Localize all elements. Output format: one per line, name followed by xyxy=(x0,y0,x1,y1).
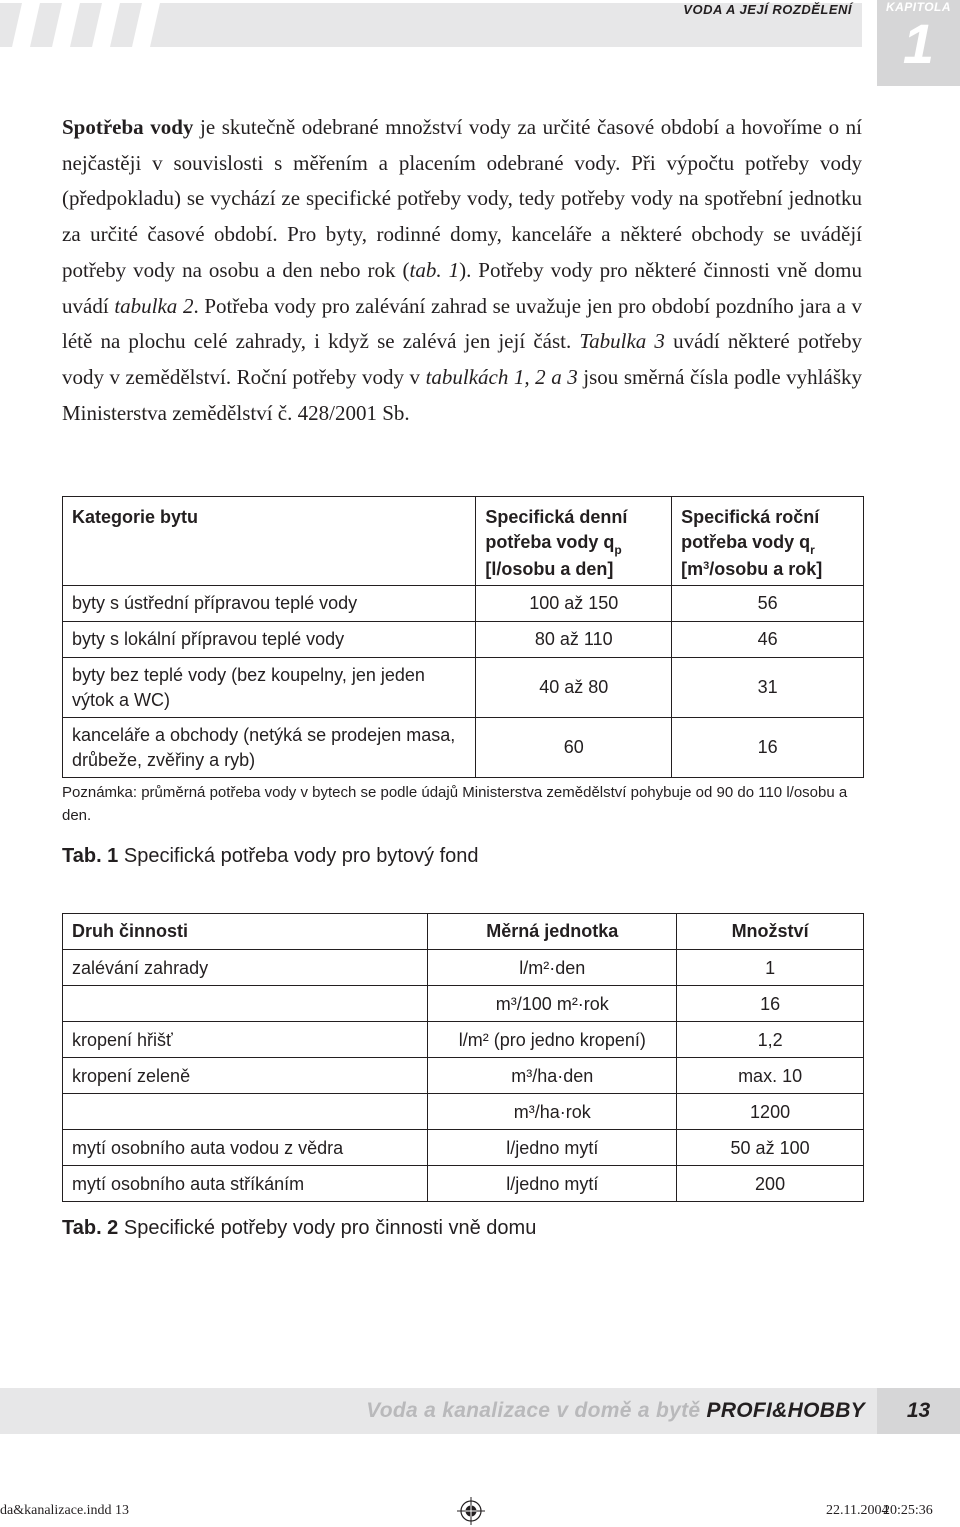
header-yearly-line1: Specifická roční xyxy=(681,507,820,527)
table-row xyxy=(63,986,864,1022)
cell-amount: max. 10 xyxy=(677,1058,864,1094)
header-daily-line1: Specifická denní xyxy=(485,507,628,527)
body-paragraph xyxy=(62,110,862,431)
header-unit: Měrná jednotka xyxy=(428,914,677,950)
header-stripes-decoration xyxy=(0,0,200,48)
header-daily-demand xyxy=(476,497,672,586)
header-yearly-demand xyxy=(672,497,864,586)
header-category xyxy=(63,497,476,586)
header-amount: Množství xyxy=(677,914,864,950)
header-yearly-line2: potřeba vody q xyxy=(681,532,811,552)
table2-caption xyxy=(62,1216,536,1240)
table-row xyxy=(63,1166,864,1202)
imprint-filename: da&kanalizace.indd 13 xyxy=(0,1503,130,1518)
table-row xyxy=(63,718,864,778)
cell-daily: 100 až 150 xyxy=(476,586,672,622)
cell-unit: l/jedno mytí xyxy=(428,1166,677,1202)
header-yearly-unit-a: [m xyxy=(681,559,704,579)
cell-category: byty bez teplé vody (bez koupelny, jen jeden výtok a WC) xyxy=(63,658,476,718)
chapter-label: KAPITOLA xyxy=(885,0,952,14)
caption-text: Specifické potřeby vody pro činnosti vně domu xyxy=(123,1217,537,1239)
header-yearly-unit-b: /osobu a rok] xyxy=(709,559,823,579)
chapter-number: 1 xyxy=(902,12,935,75)
brand-logo-text: PROFI&HOBBY xyxy=(706,1399,865,1422)
text-segment: je skutečně odebrané množství vody za určité časové období a hovoříme o ní nejčastěji v souvislosti s měřením a placením odebrané vody. Při výpočtu potřeby vody (předpokladu) se vychází ze specifické potřeby vody, tedy potřeby vody na spotřební jednotku za určité časové období. Pro byty, rodinné domy, kanceláře a některé obchody se uvádějí potřeby vody na osobu a den nebo rok ( xyxy=(62,115,862,282)
caption-label: Tab. 2 xyxy=(62,1217,119,1239)
cell-activity: kropení hřišť xyxy=(63,1022,428,1058)
cell-amount: 16 xyxy=(677,986,864,1022)
caption-text: Specifická potřeba vody pro bytový fond xyxy=(123,845,479,867)
header-activity: Druh činnosti xyxy=(63,914,428,950)
cell-amount: 1200 xyxy=(677,1094,864,1130)
table-row xyxy=(63,658,864,718)
caption-label: Tab. 1 xyxy=(62,845,119,867)
text-segment: ). Potřeby vody pro některé činnosti vně domu uvádí xyxy=(62,257,862,318)
header-yearly-superscript: 3 xyxy=(703,560,710,572)
cell-unit: l/jedno mytí xyxy=(428,1130,677,1166)
cell-unit: l/m²·den xyxy=(428,950,677,986)
table-row xyxy=(63,1022,864,1058)
lead-term: Spotřeba vody xyxy=(62,115,194,139)
cell-unit: m³/100 m²·rok xyxy=(428,986,677,1022)
cell-activity: mytí osobního auta vodou z vědra xyxy=(63,1130,428,1166)
cell-amount: 50 až 100 xyxy=(677,1130,864,1166)
table-row xyxy=(63,622,864,658)
cell-unit: m³/ha·rok xyxy=(428,1094,677,1130)
table1-note: Poznámka: průměrná potřeba vody v bytech se podle údajů Ministerstva zemědělství pohybuje od 90 do 110 l/osobu a den. xyxy=(62,784,848,824)
header-daily-subscript: p xyxy=(614,543,622,557)
table-reference: tab. 1 xyxy=(409,257,460,282)
table1-caption xyxy=(62,844,479,868)
table-row xyxy=(63,1130,864,1166)
header-category-label: Kategorie bytu xyxy=(72,507,199,527)
table-row xyxy=(63,950,864,986)
cell-yearly: 16 xyxy=(672,718,864,778)
cell-yearly: 31 xyxy=(672,658,864,718)
table-reference: tabulkách 1, 2 a 3 xyxy=(425,364,578,389)
header-yearly-subscript: r xyxy=(810,543,815,557)
cell-amount: 1 xyxy=(677,950,864,986)
cell-unit: m³/ha·den xyxy=(428,1058,677,1094)
footer-book-title xyxy=(366,1399,865,1423)
cell-daily: 80 až 110 xyxy=(476,622,672,658)
cell-yearly: 56 xyxy=(672,586,864,622)
table-header-row xyxy=(63,497,864,586)
chapter-box xyxy=(877,0,960,86)
cell-activity: kropení zeleně xyxy=(63,1058,428,1094)
table-row xyxy=(63,1094,864,1130)
cell-activity xyxy=(63,1094,428,1130)
table-reference: tabulka 2 xyxy=(114,293,194,318)
section-title: VODA A JEJÍ ROZDĚLENÍ xyxy=(683,2,852,17)
table-header-row xyxy=(63,914,864,950)
table-outdoor-water-demand xyxy=(62,913,864,1202)
cell-activity xyxy=(63,986,428,1022)
cell-amount: 200 xyxy=(677,1166,864,1202)
imprint-time: 20:25:36 xyxy=(883,1503,933,1518)
cell-category: byty s lokální přípravou teplé vody xyxy=(63,622,476,658)
registration-mark-icon xyxy=(457,1497,485,1525)
cell-daily: 40 až 80 xyxy=(476,658,672,718)
book-title: Voda a kanalizace v domě a bytě xyxy=(366,1399,701,1422)
text-segment: uvádí některé potřeby vody v zemědělství. Roční potřeby vody v xyxy=(62,329,862,389)
cell-yearly: 46 xyxy=(672,622,864,658)
cell-category: byty s ústřední přípravou teplé vody xyxy=(63,586,476,622)
imprint-date: 22.11.2004 xyxy=(826,1503,889,1518)
cell-activity: zalévání zahrady xyxy=(63,950,428,986)
page-number: 13 xyxy=(906,1399,931,1422)
header-daily-line2: potřeba vody q xyxy=(485,532,615,552)
text-segment: . Potřeba vody pro zalévání zahrad se uvažuje jen pro období pozdního jara a v létě na plochu celé zahrady, i když se zalévá jen její část. xyxy=(62,293,862,354)
cell-unit: l/m² (pro jedno kropení) xyxy=(428,1022,677,1058)
table-row xyxy=(63,1058,864,1094)
cell-daily: 60 xyxy=(476,718,672,778)
table-apartment-water-demand xyxy=(62,496,864,778)
cell-activity: mytí osobního auta stříkáním xyxy=(63,1166,428,1202)
cell-category: kanceláře a obchody (netýká se prodejen masa, drůbeže, zvěřiny a ryb) xyxy=(63,718,476,778)
header-daily-unit: [l/osobu a den] xyxy=(485,559,614,579)
text-segment: jsou směrná čísla podle vyhlášky Ministerstva zemědělství č. 428/2001 Sb. xyxy=(62,364,863,425)
page-header xyxy=(0,0,960,100)
cell-amount: 1,2 xyxy=(677,1022,864,1058)
table-row xyxy=(63,586,864,622)
table-reference: Tabulka 3 xyxy=(579,329,665,354)
